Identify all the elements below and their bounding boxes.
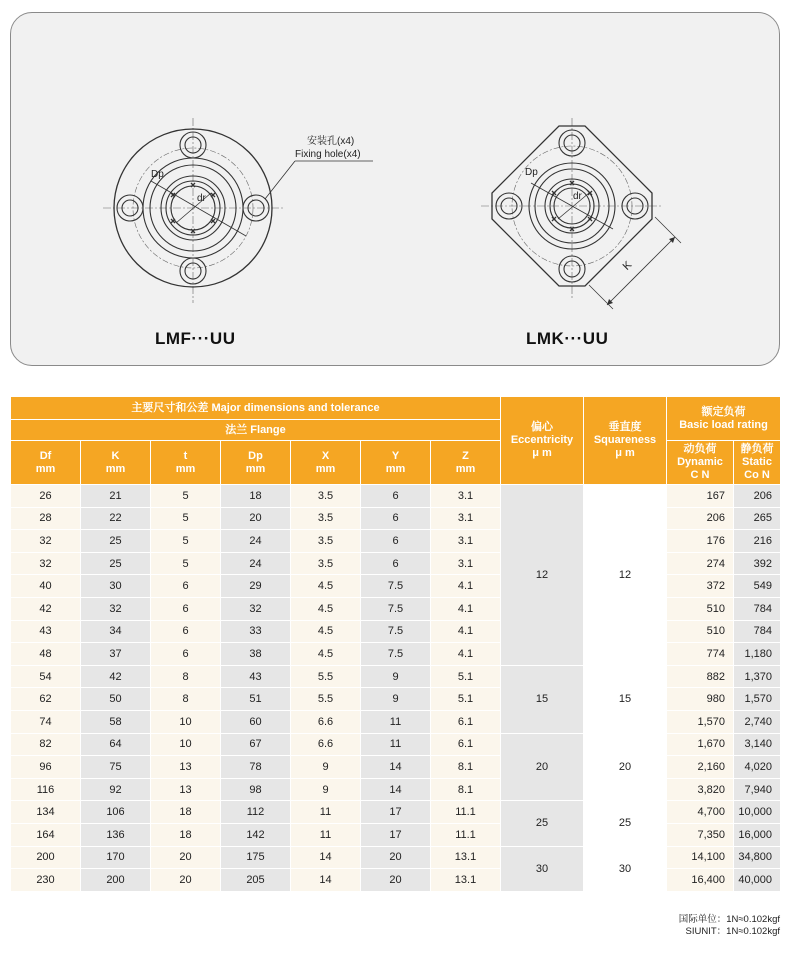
eccentricity-header	[501, 397, 584, 485]
lmf-model-label: LMF···UU	[155, 329, 236, 348]
col-y-header	[361, 441, 431, 485]
cell-dynamic-load: 16,400	[667, 869, 734, 892]
cell-t: 6	[151, 620, 221, 643]
cell-z: 4.1	[431, 575, 501, 598]
cell-df: 230	[11, 869, 81, 892]
cell-squareness: 20	[584, 733, 667, 801]
cell-z: 3.1	[431, 530, 501, 553]
cell-y: 20	[361, 846, 431, 869]
load-rating-cn: 额定负荷	[701, 405, 746, 418]
dynamic-cn: 动负荷	[683, 443, 717, 455]
lmf-dp-label: Dp	[151, 169, 164, 180]
cell-y: 17	[361, 801, 431, 824]
col-df-unit: mm	[35, 462, 56, 475]
cell-z: 6.1	[431, 710, 501, 733]
cell-dp: 60	[221, 710, 291, 733]
cell-z: 3.1	[431, 485, 501, 508]
cell-dynamic-load: 510	[667, 597, 734, 620]
table-row	[11, 665, 781, 688]
cell-dynamic-load: 176	[667, 530, 734, 553]
cell-dynamic-load: 3,820	[667, 778, 734, 801]
col-t-unit: mm	[175, 462, 196, 475]
cell-df: 134	[11, 801, 81, 824]
cell-z: 11.1	[431, 801, 501, 824]
cell-x: 3.5	[291, 485, 361, 508]
cell-df: 32	[11, 552, 81, 575]
eccentricity-en: Eccentricity	[510, 434, 574, 446]
cell-t: 6	[151, 575, 221, 598]
cell-x: 4.5	[291, 643, 361, 666]
eccentricity-cn: 偏心	[531, 421, 553, 433]
cell-dynamic-load: 774	[667, 643, 734, 666]
cell-x: 3.5	[291, 552, 361, 575]
cell-dp: 24	[221, 552, 291, 575]
cell-x: 11	[291, 801, 361, 824]
cell-y: 7.5	[361, 643, 431, 666]
cell-dp: 205	[221, 869, 291, 892]
cell-k: 136	[81, 823, 151, 846]
cell-y: 14	[361, 778, 431, 801]
cell-k: 22	[81, 507, 151, 530]
cell-k: 34	[81, 620, 151, 643]
cell-y: 17	[361, 823, 431, 846]
lmk-dr-label: dr	[573, 191, 582, 202]
cell-dynamic-load: 167	[667, 485, 734, 508]
col-z-name: Z	[462, 449, 469, 462]
cell-k: 75	[81, 756, 151, 779]
cell-dp: 24	[221, 530, 291, 553]
lmk-model-label: LMK···UU	[526, 329, 609, 348]
lmf-dr-label: dr	[197, 193, 206, 204]
cell-x: 5.5	[291, 665, 361, 688]
cell-t: 6	[151, 643, 221, 666]
unit-footnote-en: SIUNIT：1N≈0.102kgf	[685, 926, 780, 937]
cell-z: 5.1	[431, 665, 501, 688]
cell-k: 37	[81, 643, 151, 666]
flange-drawings	[11, 13, 781, 367]
cell-dynamic-load: 4,700	[667, 801, 734, 824]
cell-dp: 43	[221, 665, 291, 688]
cell-z: 5.1	[431, 688, 501, 711]
lmk-dp-label: Dp	[525, 167, 538, 178]
load-rating-header	[667, 397, 781, 441]
cell-eccentricity: 15	[501, 665, 584, 733]
col-dp-header	[221, 441, 291, 485]
cell-t: 8	[151, 665, 221, 688]
cell-z: 11.1	[431, 823, 501, 846]
cell-t: 13	[151, 778, 221, 801]
col-static-header	[734, 441, 781, 485]
cell-dp: 33	[221, 620, 291, 643]
cell-eccentricity: 20	[501, 733, 584, 801]
col-x-unit: mm	[315, 462, 336, 475]
unit-footnote	[679, 914, 780, 938]
cell-t: 5	[151, 530, 221, 553]
table-row	[11, 733, 781, 756]
cell-dynamic-load: 1,670	[667, 733, 734, 756]
cell-x: 9	[291, 778, 361, 801]
cell-t: 20	[151, 846, 221, 869]
static-unit: Co N	[744, 469, 770, 481]
cell-static-load: 216	[734, 530, 781, 553]
cell-static-load: 2,740	[734, 710, 781, 733]
cell-dynamic-load: 882	[667, 665, 734, 688]
col-t-name: t	[183, 449, 188, 462]
col-k-name: K	[111, 449, 120, 462]
cell-static-load: 4,020	[734, 756, 781, 779]
cell-dp: 175	[221, 846, 291, 869]
cell-y: 6	[361, 507, 431, 530]
cell-df: 42	[11, 597, 81, 620]
cell-squareness: 15	[584, 665, 667, 733]
cell-static-load: 784	[734, 620, 781, 643]
static-en: Static	[742, 456, 772, 468]
cell-df: 40	[11, 575, 81, 598]
cell-df: 82	[11, 733, 81, 756]
cell-dynamic-load: 372	[667, 575, 734, 598]
cell-dp: 29	[221, 575, 291, 598]
cell-z: 8.1	[431, 778, 501, 801]
fixing-hole-label-en: Fixing hole(x4)	[295, 149, 361, 160]
cell-static-load: 3,140	[734, 733, 781, 756]
cell-x: 3.5	[291, 530, 361, 553]
cell-dp: 78	[221, 756, 291, 779]
cell-z: 4.1	[431, 620, 501, 643]
cell-z: 13.1	[431, 846, 501, 869]
cell-x: 5.5	[291, 688, 361, 711]
cell-k: 200	[81, 869, 151, 892]
cell-dynamic-load: 2,160	[667, 756, 734, 779]
cell-t: 5	[151, 552, 221, 575]
cell-static-load: 784	[734, 597, 781, 620]
cell-y: 6	[361, 530, 431, 553]
cell-x: 6.6	[291, 710, 361, 733]
table-row	[11, 846, 781, 869]
cell-y: 20	[361, 869, 431, 892]
cell-dynamic-load: 510	[667, 620, 734, 643]
cell-k: 58	[81, 710, 151, 733]
cell-df: 164	[11, 823, 81, 846]
cell-t: 13	[151, 756, 221, 779]
col-z-unit: mm	[455, 462, 476, 475]
cell-z: 3.1	[431, 552, 501, 575]
cell-k: 32	[81, 597, 151, 620]
cell-df: 74	[11, 710, 81, 733]
squareness-header	[584, 397, 667, 485]
col-df-name: Df	[39, 449, 52, 462]
cell-eccentricity: 25	[501, 801, 584, 846]
cell-x: 4.5	[291, 597, 361, 620]
fixing-hole-label-cn: 安装孔(x4)	[307, 136, 355, 147]
dimensions-table-body	[11, 485, 781, 892]
cell-static-load: 206	[734, 485, 781, 508]
cell-y: 6	[361, 552, 431, 575]
flange-header: 法兰 Flange	[11, 420, 501, 441]
static-cn: 静负荷	[740, 443, 774, 455]
lmk-square-flange-diagram	[481, 118, 681, 309]
cell-dp: 98	[221, 778, 291, 801]
cell-static-load: 392	[734, 552, 781, 575]
cell-static-load: 16,000	[734, 823, 781, 846]
cell-static-load: 34,800	[734, 846, 781, 869]
cell-k: 42	[81, 665, 151, 688]
dimensions-table	[10, 396, 781, 892]
cell-k: 30	[81, 575, 151, 598]
cell-x: 6.6	[291, 733, 361, 756]
cell-t: 10	[151, 710, 221, 733]
col-dynamic-header	[667, 441, 734, 485]
cell-k: 64	[81, 733, 151, 756]
cell-x: 3.5	[291, 507, 361, 530]
cell-y: 14	[361, 756, 431, 779]
cell-static-load: 7,940	[734, 778, 781, 801]
cell-x: 9	[291, 756, 361, 779]
cell-z: 4.1	[431, 643, 501, 666]
cell-df: 62	[11, 688, 81, 711]
cell-eccentricity: 30	[501, 846, 584, 891]
cell-t: 6	[151, 597, 221, 620]
col-k-unit: mm	[105, 462, 126, 475]
cell-dp: 142	[221, 823, 291, 846]
cell-z: 6.1	[431, 733, 501, 756]
cell-df: 48	[11, 643, 81, 666]
col-z-header	[431, 441, 501, 485]
squareness-cn: 垂直度	[608, 421, 642, 433]
col-y-name: Y	[391, 449, 400, 462]
dynamic-en: Dynamic	[677, 456, 723, 468]
col-x-name: X	[321, 449, 330, 462]
cell-y: 7.5	[361, 575, 431, 598]
dynamic-unit: C N	[690, 469, 710, 481]
cell-dp: 67	[221, 733, 291, 756]
cell-dynamic-load: 274	[667, 552, 734, 575]
cell-x: 4.5	[291, 575, 361, 598]
cell-k: 25	[81, 530, 151, 553]
table-row	[11, 485, 781, 508]
cell-df: 200	[11, 846, 81, 869]
cell-df: 32	[11, 530, 81, 553]
cell-y: 9	[361, 688, 431, 711]
drawing-panel	[10, 12, 780, 366]
cell-static-load: 40,000	[734, 869, 781, 892]
squareness-en: Squareness	[593, 434, 657, 446]
cell-df: 96	[11, 756, 81, 779]
cell-dp: 18	[221, 485, 291, 508]
col-dp-unit: mm	[245, 462, 266, 475]
lmk-k-label: K	[620, 259, 635, 273]
cell-y: 11	[361, 733, 431, 756]
cell-x: 4.5	[291, 620, 361, 643]
cell-squareness: 25	[584, 801, 667, 846]
cell-x: 11	[291, 823, 361, 846]
squareness-unit: μ m	[615, 447, 635, 459]
cell-eccentricity: 12	[501, 485, 584, 666]
cell-z: 4.1	[431, 597, 501, 620]
cell-static-load: 10,000	[734, 801, 781, 824]
cell-dynamic-load: 1,570	[667, 710, 734, 733]
cell-t: 18	[151, 801, 221, 824]
cell-k: 25	[81, 552, 151, 575]
cell-t: 20	[151, 869, 221, 892]
col-y-unit: mm	[385, 462, 406, 475]
cell-static-load: 265	[734, 507, 781, 530]
cell-k: 50	[81, 688, 151, 711]
cell-df: 28	[11, 507, 81, 530]
cell-df: 54	[11, 665, 81, 688]
cell-t: 5	[151, 507, 221, 530]
cell-dynamic-load: 7,350	[667, 823, 734, 846]
cell-x: 14	[291, 869, 361, 892]
cell-dp: 38	[221, 643, 291, 666]
col-k-header	[81, 441, 151, 485]
cell-dynamic-load: 14,100	[667, 846, 734, 869]
cell-z: 3.1	[431, 507, 501, 530]
cell-static-load: 1,180	[734, 643, 781, 666]
cell-df: 26	[11, 485, 81, 508]
cell-k: 21	[81, 485, 151, 508]
cell-df: 116	[11, 778, 81, 801]
cell-y: 11	[361, 710, 431, 733]
major-dimensions-header: 主要尺寸和公差 Major dimensions and tolerance	[11, 397, 501, 420]
cell-k: 92	[81, 778, 151, 801]
cell-t: 5	[151, 485, 221, 508]
cell-static-load: 549	[734, 575, 781, 598]
eccentricity-unit: μ m	[532, 447, 552, 459]
cell-z: 8.1	[431, 756, 501, 779]
cell-dynamic-load: 980	[667, 688, 734, 711]
cell-static-load: 1,370	[734, 665, 781, 688]
cell-y: 9	[361, 665, 431, 688]
cell-df: 43	[11, 620, 81, 643]
cell-y: 7.5	[361, 620, 431, 643]
cell-dp: 20	[221, 507, 291, 530]
cell-x: 14	[291, 846, 361, 869]
cell-z: 13.1	[431, 869, 501, 892]
cell-dynamic-load: 206	[667, 507, 734, 530]
unit-footnote-cn: 国际单位：1N≈0.102kgf	[678, 914, 780, 925]
col-dp-name: Dp	[248, 449, 263, 462]
cell-t: 10	[151, 733, 221, 756]
cell-dp: 51	[221, 688, 291, 711]
col-t-header	[151, 441, 221, 485]
cell-dp: 32	[221, 597, 291, 620]
cell-squareness: 12	[584, 485, 667, 666]
cell-dp: 112	[221, 801, 291, 824]
cell-t: 18	[151, 823, 221, 846]
col-df-header	[11, 441, 81, 485]
cell-k: 170	[81, 846, 151, 869]
col-x-header	[291, 441, 361, 485]
cell-y: 7.5	[361, 597, 431, 620]
cell-k: 106	[81, 801, 151, 824]
cell-y: 6	[361, 485, 431, 508]
cell-static-load: 1,570	[734, 688, 781, 711]
table-row	[11, 801, 781, 824]
load-rating-en: Basic load rating	[679, 418, 768, 431]
cell-t: 8	[151, 688, 221, 711]
cell-squareness: 30	[584, 846, 667, 891]
